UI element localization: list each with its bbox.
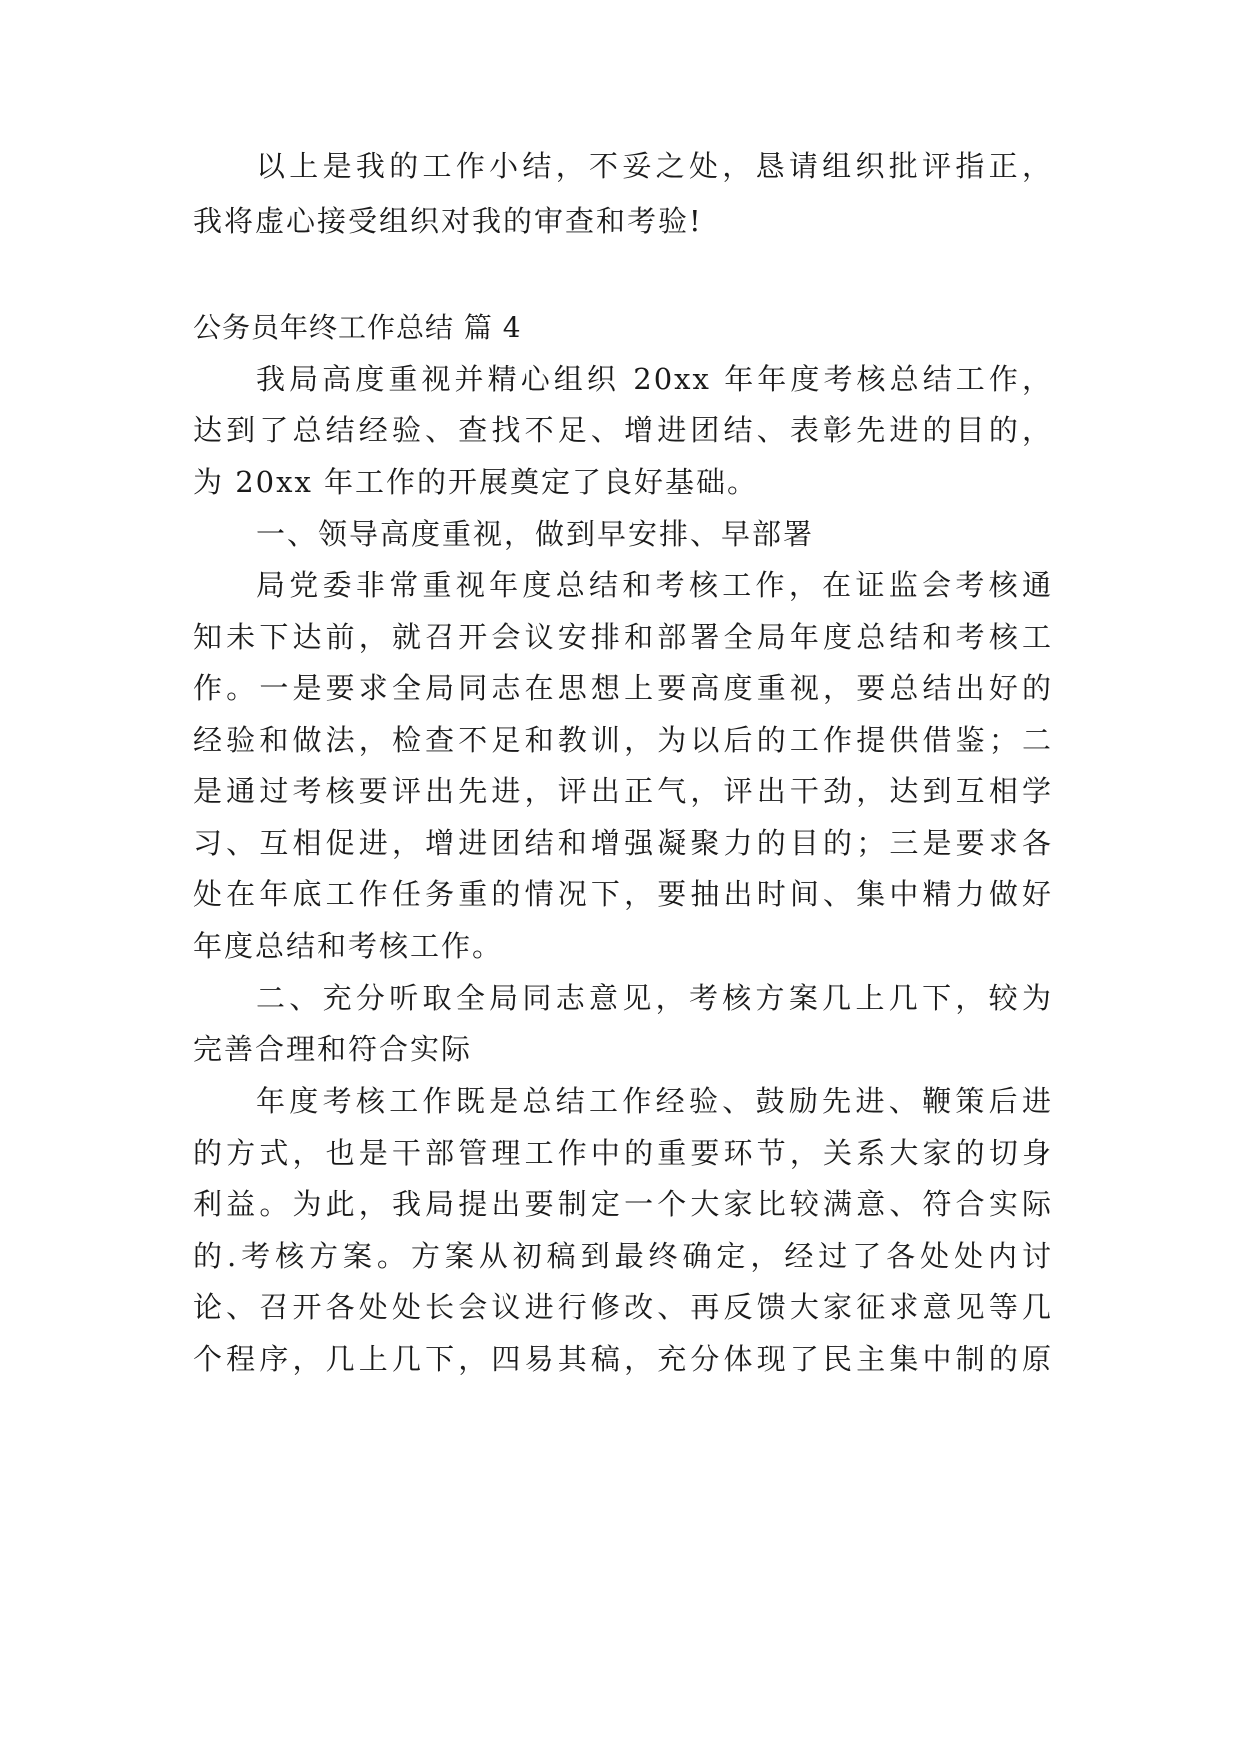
paragraph-2-line: 年度考核工作既是总结工作经验、鼓励先进、鞭策后进 — [256, 1084, 1053, 1118]
paragraph-2-line: 论、召开各处处长会议进行修改、再反馈大家征求意见等几 — [193, 1290, 1053, 1324]
paragraph-1-line: 知未下达前，就召开会议安排和部署全局年度总结和考核工 — [193, 620, 1053, 654]
subheading-1: 一、领导高度重视，做到早安排、早部署 — [256, 517, 815, 551]
subheading-2-line: 完善合理和符合实际 — [193, 1032, 473, 1066]
paragraph-1-line: 是通过考核要评出先进，评出正气，评出干劲，达到互相学 — [193, 774, 1053, 808]
paragraph-2-line: 的.考核方案。方案从初稿到最终确定，经过了各处处内讨 — [193, 1239, 1053, 1273]
paragraph-2-line: 个程序，几上几下，四易其稿，充分体现了民主集中制的原 — [193, 1342, 1053, 1376]
intro-paragraph-line: 我局高度重视并精心组织 20xx 年年度考核总结工作， — [256, 362, 1053, 396]
closing-paragraph-line: 我将虚心接受组织对我的审查和考验! — [193, 204, 703, 238]
subheading-2-line: 二、充分听取全局同志意见，考核方案几上几下，较为 — [256, 981, 1053, 1015]
intro-paragraph-line: 为 20xx 年工作的开展奠定了良好基础。 — [193, 465, 759, 499]
closing-paragraph-line: 以上是我的工作小结，不妥之处，恳请组织批评指正， — [256, 149, 1053, 183]
intro-paragraph-line: 达到了总结经验、查找不足、增进团结、表彰先进的目的， — [193, 413, 1053, 447]
paragraph-1-line: 习、互相促进，增进团结和增强凝聚力的目的；三是要求各 — [193, 826, 1053, 860]
paragraph-2-line: 的方式，也是干部管理工作中的重要环节，关系大家的切身 — [193, 1136, 1053, 1170]
paragraph-1-line: 作。一是要求全局同志在思想上要高度重视，要总结出好的 — [193, 671, 1053, 705]
paragraph-2-line: 利益。为此，我局提出要制定一个大家比较满意、符合实际 — [193, 1187, 1053, 1221]
paragraph-1-line: 局党委非常重视年度总结和考核工作，在证监会考核通 — [256, 568, 1053, 602]
section-heading: 公务员年终工作总结 篇 4 — [193, 311, 522, 344]
paragraph-1-line: 经验和做法，检查不足和教训，为以后的工作提供借鉴；二 — [193, 723, 1053, 757]
paragraph-1-line: 年度总结和考核工作。 — [193, 929, 504, 963]
paragraph-1-line: 处在年底工作任务重的情况下，要抽出时间、集中精力做好 — [193, 877, 1053, 911]
